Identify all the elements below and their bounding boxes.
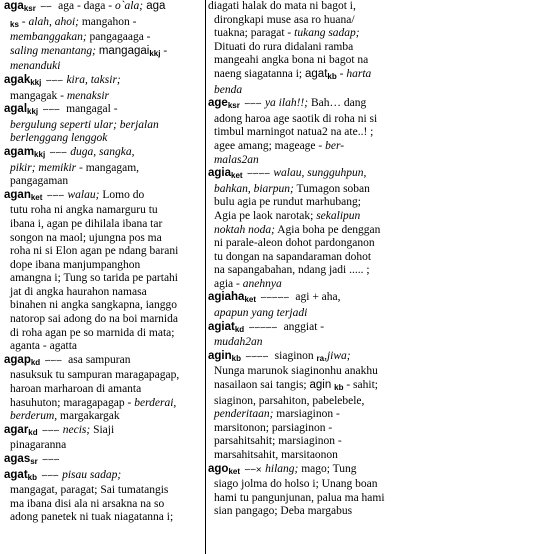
entry-text: mangeahi angka bona ni bagot na (214, 54, 369, 67)
entry-continuation-line (4, 60, 208, 74)
translation-text: tukang sadap; (294, 27, 360, 40)
entry-continuation-line (4, 383, 208, 397)
entry-continuation-line (208, 68, 548, 84)
entry-continuation-line (4, 286, 208, 300)
entry-continuation-line (4, 45, 208, 61)
entry-text: adong haroa age saotik di roha ni si (214, 112, 378, 125)
entry-text: Agia boha pe denggan (275, 223, 381, 236)
translation-text: apapun yang terjadi (214, 307, 308, 320)
entry-text: agi + aha, (292, 291, 341, 304)
entry-continuation-line (208, 210, 548, 224)
entry-text: timbul marningot natua2 na ate..! ; (214, 126, 374, 139)
entry-first-line (208, 291, 548, 307)
entry-text: binahen ni angka sangkapna, ianggo (10, 299, 178, 312)
entry-first-line (4, 453, 208, 469)
inline-headword: mangagai (98, 44, 150, 57)
entry-continuation-line (208, 154, 548, 168)
entry-continuation-line (208, 14, 548, 28)
entry-continuation-line (208, 113, 548, 127)
entry-continuation-line (4, 90, 208, 104)
entry-first-line (208, 97, 548, 113)
translation-text: walau, sungguhpun, (273, 167, 367, 180)
entry-text: di roha agan pe so marnida di mata; (10, 326, 175, 339)
translation-text: ber- (325, 139, 345, 152)
translation-text: berderum, (10, 410, 58, 423)
entry-text: mangahon - (78, 15, 137, 28)
entry-text: parsahitsahit; marsiaginon - (214, 435, 342, 448)
entry-continuation-line (4, 16, 208, 32)
grammar-tag: kb (231, 353, 241, 363)
entry-text: marsitonon; parsiaginon - (214, 421, 333, 434)
entry-continuation-line (208, 478, 548, 492)
entry-text: ibana i, agan pe dihilala ibana tar (10, 217, 163, 230)
entry-text: mangagak - (10, 89, 67, 102)
entry-continuation-line (208, 196, 548, 210)
inline-headword: aga (143, 0, 166, 12)
grammar-tag: ksr (23, 4, 36, 13)
dictionary-entry (4, 453, 208, 469)
entry-first-line (208, 321, 548, 337)
entry-continuation-line (208, 408, 548, 422)
entry-continuation-line (4, 498, 208, 512)
entry-text: tu dongan na sapandaraman dohot (214, 250, 372, 263)
entry-continuation-line (4, 245, 208, 259)
entry-continuation-line (208, 336, 548, 350)
batak-script-glyphs: ∽∽∽ (46, 190, 64, 200)
entry-text: - (160, 44, 168, 57)
entry-first-line (208, 350, 548, 366)
entry-continuation-line (208, 492, 548, 506)
batak-script-glyphs: ∽∽∽ (41, 425, 59, 435)
inline-headword: agat (305, 67, 328, 80)
left-column (4, 0, 208, 525)
translation-text: malas2an (214, 153, 259, 166)
entry-continuation-line (4, 204, 208, 218)
entry-continuation-line (208, 278, 548, 292)
batak-script-glyphs: ∽∽ (39, 2, 52, 11)
entry-text: Lomo do (99, 188, 145, 201)
dictionary-entry (208, 321, 548, 350)
entry-text: marsahitsahit, marsitaonon (214, 449, 338, 461)
entry-first-line (4, 146, 208, 162)
entry-text: siaginon (271, 349, 317, 362)
entry-continuation-line (208, 126, 548, 140)
entry-text: naeng siagatanna i; (214, 67, 306, 80)
entry-text: Tumagon soban (293, 182, 370, 195)
entry-continuation-line (208, 395, 548, 409)
entry-text: Bah… dang (308, 97, 367, 110)
entry-continuation-line (208, 449, 548, 463)
batak-script-glyphs: ∽∽∽ (41, 455, 59, 464)
entry-continuation-line (208, 264, 548, 278)
entry-text: ma ibana disi ala ni arsakna na so (10, 497, 165, 510)
grammar-tag: kkj (34, 149, 46, 159)
batak-script-glyphs: ∽∽∽ (42, 105, 60, 115)
entry-continuation-line (208, 422, 548, 436)
translation-text: anehnya (242, 277, 282, 290)
entry-text: natorop sai adong do na boi marnida (10, 313, 178, 326)
translation-text: hilang; (265, 462, 299, 475)
entry-continuation-line (208, 140, 548, 154)
dictionary-entry (208, 0, 548, 97)
entry-continuation-line (208, 365, 548, 379)
entry-continuation-line (208, 505, 548, 519)
grammar-tag: sr (30, 457, 38, 466)
entry-continuation-line (4, 272, 208, 286)
translation-text: walau; (67, 188, 100, 201)
entry-continuation-line (208, 435, 548, 449)
entry-text: Dituati do rura didalani ramba (214, 40, 354, 53)
entry-text: mago; Tung (298, 462, 357, 475)
entry-text: , (324, 349, 327, 362)
entry-continuation-line (4, 511, 208, 525)
entry-continuation-line (4, 175, 208, 189)
entry-text: nasuksuk tu sampuran maragapagap, (10, 369, 180, 382)
batak-script-glyphs: ∽∽∽∽ (244, 351, 268, 361)
translation-text: penderitaan; (214, 408, 274, 421)
translation-text: benda (214, 83, 243, 96)
entry-text: mangagat, paragat; Sai tumatangis (10, 484, 169, 497)
entry-continuation-line (4, 162, 208, 176)
entry-continuation-line (208, 379, 548, 395)
dictionary-entry (208, 350, 548, 463)
entry-continuation-line (4, 397, 208, 411)
batak-script-glyphs: ∽∽∽ (49, 147, 67, 157)
entry-text: ni parale-aleon dohot pardonganon (214, 237, 375, 250)
translation-text: menaksir (66, 89, 110, 102)
translation-text: bergulung seperti ular; berjalan (10, 118, 159, 131)
entry-continuation-line (4, 410, 208, 424)
grammar-tag: ket (244, 295, 256, 305)
entry-first-line (208, 463, 548, 479)
entry-text: amangna i; Tung so tarida pe partahi (10, 272, 178, 285)
entry-text: Siaji (90, 423, 115, 436)
batak-script-glyphs: ∽∽∽ (243, 99, 261, 109)
entry-first-line (4, 354, 208, 370)
entry-text: songon na maol; ujungna pos ma (10, 231, 162, 244)
translation-text: berderai, (134, 396, 177, 409)
entry-continuation-line (208, 54, 548, 68)
entry-continuation-line (4, 119, 208, 133)
translation-text: mudah2an (214, 336, 263, 349)
headword: agat (4, 468, 28, 481)
entry-text: haroan marharoan di amanta (10, 383, 142, 396)
headword: agin (208, 349, 232, 362)
entry-text: Nunga marunok siaginonhu anakhu (214, 365, 378, 378)
entry-text: roha ni si Elon agan pe ndang barani (10, 245, 179, 258)
entry-continuation-line (4, 327, 208, 341)
entry-continuation-line (208, 307, 548, 321)
grammar-tag: kkj (149, 48, 161, 58)
grammar-tag: kb (27, 472, 37, 482)
headword: aga (4, 0, 24, 12)
entry-first-line (4, 74, 208, 90)
entry-continuation-line (4, 232, 208, 246)
translation-text: ya ilah!!; (264, 97, 309, 110)
dictionary-entry (208, 97, 548, 167)
batak-script-glyphs: ∽∽∽∽ (246, 169, 270, 179)
translation-text: duga, sangka, (70, 145, 135, 158)
dictionary-entry (4, 424, 208, 453)
batak-script-glyphs: ∽∽∽∽∽ (248, 322, 277, 332)
dictionary-entry (208, 167, 548, 291)
translation-text: bahkan, biarpun; (214, 182, 294, 195)
entry-first-line (4, 424, 208, 440)
grammar-tag: ket (30, 192, 43, 202)
dictionary-entry (208, 291, 548, 320)
entry-text: dope ibana manjumpanghon (10, 258, 141, 271)
dictionary-entry (4, 469, 208, 525)
entry-text: tuakna; paragat - (214, 27, 295, 40)
translation-text: noktah noda; (214, 223, 276, 236)
translation-text: pisau sadap; (62, 468, 122, 481)
headword: agiaha (208, 291, 245, 304)
entry-first-line (4, 0, 208, 16)
grammar-tag: ks (10, 19, 19, 29)
dictionary-entry (4, 0, 208, 74)
translation-text: berlenggang lenggok (10, 132, 108, 145)
dictionary-entry (4, 74, 208, 103)
entry-continuation-line (4, 132, 208, 146)
grammar-tag: kkj (27, 107, 39, 117)
entry-text: aga - daga - (55, 0, 115, 12)
headword: agan (4, 188, 31, 201)
grammar-tag: kd (30, 357, 41, 367)
right-column (208, 0, 548, 519)
entry-first-line (4, 189, 208, 205)
headword: agal (4, 103, 28, 116)
entry-text: - (18, 15, 29, 28)
translation-text: o`ala; (114, 0, 144, 12)
entry-continuation-line (208, 27, 548, 41)
headword: agas (4, 453, 31, 465)
entry-text: pinagaranna (10, 439, 67, 452)
translation-text: membanggakan; (10, 31, 87, 44)
headword: agiat (208, 320, 235, 333)
translation-text: alah, ahoi; (28, 15, 79, 28)
inline-headword: agin (309, 379, 332, 392)
entry-continuation-line (4, 439, 208, 453)
entry-text: - (336, 67, 347, 80)
entry-text: asa sampuran (65, 353, 131, 366)
entry-continuation-line (4, 31, 208, 45)
entry-continuation-line (4, 340, 208, 354)
translation-text: necis; (62, 423, 91, 436)
entry-first-line (208, 0, 548, 14)
entry-text: - mangagam, (76, 161, 140, 174)
headword: age (208, 97, 228, 110)
entry-first-line (208, 167, 548, 183)
entry-text: diagati halak do mata ni bagot i, (208, 0, 356, 12)
entry-continuation-line (208, 41, 548, 55)
entry-text: siaginon, parsahiton, pabelebele, (214, 394, 365, 407)
entry-text: na sapangabahan, ndang jadi ..... ; (214, 264, 370, 277)
grammar-tag: kkj (30, 77, 42, 87)
grammar-tag: ra (316, 353, 325, 363)
translation-text: sekalipun (316, 209, 361, 222)
grammar-tag: kd (234, 324, 245, 334)
entry-text: jat di angka haurahon namasa (10, 285, 147, 298)
entry-continuation-line (4, 484, 208, 498)
entry-text: nasailaon sai tangis; (214, 379, 310, 392)
dictionary-entry (4, 189, 208, 354)
headword: agar (4, 423, 29, 436)
entry-continuation-line (208, 224, 548, 238)
batak-script-glyphs: ∽∽∽ (45, 75, 63, 85)
entry-text: Agia pe laok narotak; (214, 209, 317, 222)
dictionary-entry (4, 103, 208, 146)
dictionary-entry (4, 146, 208, 189)
entry-text: aganta - agatta (10, 340, 78, 353)
entry-continuation-line (4, 218, 208, 232)
entry-text: sian pangago; Deba margabus (214, 505, 353, 518)
headword: agia (208, 167, 232, 180)
entry-first-line (4, 103, 208, 119)
grammar-tag: ksr (227, 101, 240, 111)
entry-continuation-line (4, 259, 208, 273)
translation-text: harta (346, 67, 372, 80)
headword: ago (208, 462, 229, 475)
entry-text: bulu agia pe rundut marhubang; (214, 196, 361, 209)
batak-script-glyphs: ∽∽∽ (41, 470, 59, 480)
entry-text: hami tu pangunjunan, paluа ma hami (214, 491, 385, 504)
entry-continuation-line (208, 84, 548, 98)
entry-text: mangagal - (63, 103, 118, 116)
entry-first-line (4, 469, 208, 485)
entry-text: anggiat - (280, 320, 325, 333)
entry-continuation-line (208, 237, 548, 251)
translation-text: pikir; memikir (10, 161, 77, 174)
batak-script-glyphs: ∽∽× (244, 464, 262, 474)
translation-text: jiwa; (326, 349, 351, 362)
grammar-tag: ket (228, 466, 241, 476)
entry-text: - sahit; (343, 379, 378, 392)
grammar-tag: ket (231, 171, 243, 181)
entry-text: adong panetek ni tuak niagatanna i; (10, 511, 174, 524)
grammar-tag: kb (334, 383, 344, 393)
entry-continuation-line (208, 183, 548, 197)
column-divider (205, 0, 206, 554)
entry-text: pangagaman (10, 175, 69, 188)
headword: agam (4, 145, 35, 158)
dictionary-entry (208, 463, 548, 519)
entry-text: tutu roha ni angka namarguru tu (10, 204, 158, 217)
batak-script-glyphs: ∽∽∽ (44, 355, 62, 365)
entry-text: agee amang; mageage - (214, 139, 326, 152)
entry-continuation-line (4, 299, 208, 313)
translation-text: menanduki (10, 60, 61, 73)
grammar-tag: kb (327, 71, 337, 81)
entry-text: pangagaaga - (86, 31, 151, 44)
translation-text: kira, taksir; (66, 73, 121, 86)
entry-text: marsiaginon - (273, 408, 340, 421)
headword: agak (4, 73, 31, 86)
entry-text: margakargak (57, 410, 120, 423)
grammar-tag: kd (28, 427, 38, 437)
entry-continuation-line (4, 313, 208, 327)
entry-continuation-line (208, 251, 548, 265)
entry-text: dirongkapi muse asa ro huana/ (214, 13, 355, 26)
batak-script-glyphs: ∽∽∽∽∽ (260, 293, 289, 303)
entry-text: siago jolma do holso i; Unang boan (214, 478, 378, 491)
entry-text: agia - (214, 277, 243, 290)
dictionary-entry (4, 354, 208, 424)
entry-continuation-line (4, 369, 208, 383)
headword: agap (4, 353, 31, 366)
entry-text: hasuhuton; maragapagap - (10, 396, 135, 409)
translation-text: saling menantang; (10, 44, 96, 57)
